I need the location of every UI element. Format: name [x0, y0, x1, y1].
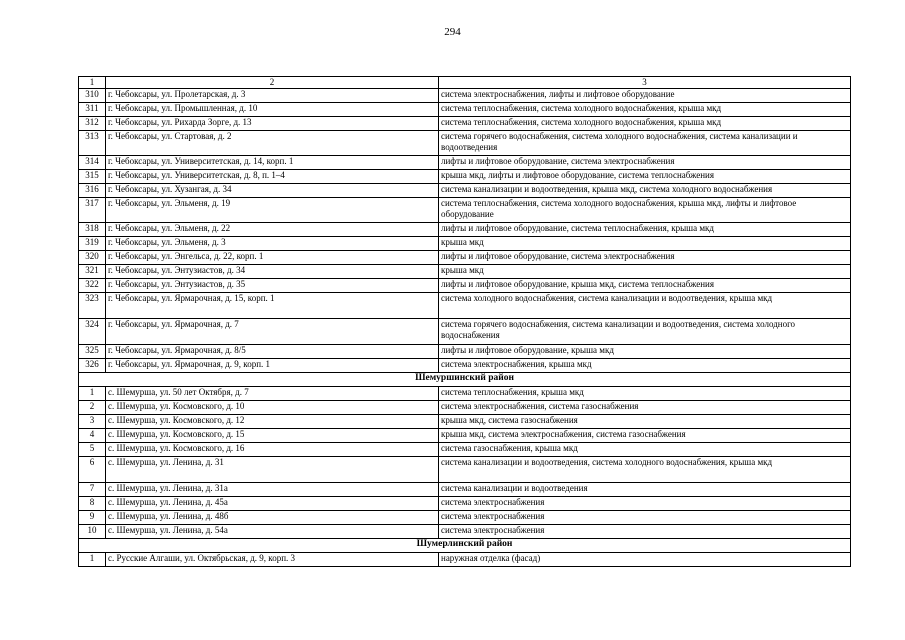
header-cell-address: 2: [106, 77, 439, 89]
row-systems: система горячего водоснабжения, система холодного водоснабжения, система канализации и водоотведения: [439, 131, 851, 156]
row-address: г. Чебоксары, ул. Эльменя, д. 19: [106, 198, 439, 223]
row-systems: система теплоснабжения, система холодного водоснабжения, крыша мкд: [439, 117, 851, 131]
row-number: 313: [79, 131, 106, 156]
row-address: г. Чебоксары, ул. Университетская, д. 8, п. 1–4: [106, 170, 439, 184]
row-systems: система электроснабжения, лифты и лифтовое оборудование: [439, 89, 851, 103]
table-row: [79, 483, 851, 497]
row-number: 312: [79, 117, 106, 131]
table-row: [79, 293, 851, 319]
registry-table: [78, 76, 851, 567]
row-number: 1: [79, 553, 106, 567]
table-row: [79, 345, 851, 359]
row-address: с. Шемурша, ул. Ленина, д. 48б: [106, 511, 439, 525]
table-row: [79, 457, 851, 483]
row-address: г. Чебоксары, ул. Стартовая, д. 2: [106, 131, 439, 156]
table-row: [79, 401, 851, 415]
row-address: г. Чебоксары, ул. Энгельса, д. 22, корп. 1: [106, 251, 439, 265]
table-row: [79, 429, 851, 443]
row-number: 323: [79, 293, 106, 319]
row-number: 319: [79, 237, 106, 251]
row-number: 320: [79, 251, 106, 265]
row-systems: лифты и лифтовое оборудование, система электроснабжения: [439, 251, 851, 265]
row-number: 10: [79, 525, 106, 539]
row-number: 9: [79, 511, 106, 525]
row-number: 325: [79, 345, 106, 359]
row-number: 8: [79, 497, 106, 511]
row-address: с. Шемурша, ул. Космовского, д. 15: [106, 429, 439, 443]
row-systems: крыша мкд, система электроснабжения, система газоснабжения: [439, 429, 851, 443]
row-address: с. Шемурша, ул. Ленина, д. 54а: [106, 525, 439, 539]
header-cell-systems: 3: [439, 77, 851, 89]
row-address: с. Шемурша, ул. Космовского, д. 10: [106, 401, 439, 415]
row-systems: лифты и лифтовое оборудование, система электроснабжения: [439, 156, 851, 170]
row-number: 326: [79, 359, 106, 373]
table-row: [79, 251, 851, 265]
row-number: 311: [79, 103, 106, 117]
row-systems: система электроснабжения, система газоснабжения: [439, 401, 851, 415]
row-systems: крыша мкд, система газоснабжения: [439, 415, 851, 429]
row-systems: крыша мкд, лифты и лифтовое оборудование, система теплоснабжения: [439, 170, 851, 184]
row-address: с. Шемурша, ул. Ленина, д. 31: [106, 457, 439, 483]
row-address: г. Чебоксары, ул. Промышленная, д. 10: [106, 103, 439, 117]
table-row: [79, 223, 851, 237]
table-row: [79, 117, 851, 131]
row-address: с. Шемурша, ул. Космовского, д. 16: [106, 443, 439, 457]
row-systems: система газоснабжения, крыша мкд: [439, 443, 851, 457]
registry-body: [79, 77, 851, 567]
section-title: Шумерлинский район: [79, 539, 851, 553]
table-row: [79, 156, 851, 170]
row-systems: система канализации и водоотведения, крыша мкд, система холодного водоснабжения: [439, 184, 851, 198]
row-systems: система электроснабжения: [439, 525, 851, 539]
row-systems: система канализации и водоотведения: [439, 483, 851, 497]
row-systems: система горячего водоснабжения, система канализации и водоотведения, система холодного водоснабжения: [439, 319, 851, 345]
table-row: [79, 103, 851, 117]
row-number: 4: [79, 429, 106, 443]
row-number: 318: [79, 223, 106, 237]
row-address: г. Чебоксары, ул. Пролетарская, д. 3: [106, 89, 439, 103]
table-row: [79, 198, 851, 223]
table-row: [79, 415, 851, 429]
table-row: [79, 497, 851, 511]
table-row: [79, 525, 851, 539]
row-systems: система канализации и водоотведения, система холодного водоснабжения, крыша мкд: [439, 457, 851, 483]
row-address: с. Шемурша, ул. Космовского, д. 12: [106, 415, 439, 429]
row-address: г. Чебоксары, ул. Эльменя, д. 3: [106, 237, 439, 251]
row-systems: крыша мкд: [439, 237, 851, 251]
table-row: [79, 89, 851, 103]
row-number: 314: [79, 156, 106, 170]
table-row: [79, 443, 851, 457]
row-address: г. Чебоксары, ул. Ярмарочная, д. 9, корп. 1: [106, 359, 439, 373]
row-number: 6: [79, 457, 106, 483]
table-row: [79, 553, 851, 567]
table-row: [79, 279, 851, 293]
table-row: [79, 170, 851, 184]
row-address: г. Чебоксары, ул. Энтузиастов, д. 34: [106, 265, 439, 279]
table-row: [79, 319, 851, 345]
row-address: с. Шемурша, ул. Ленина, д. 45а: [106, 497, 439, 511]
row-systems: система электроснабжения: [439, 497, 851, 511]
row-number: 315: [79, 170, 106, 184]
row-address: г. Чебоксары, ул. Хузангая, д. 34: [106, 184, 439, 198]
row-number: 321: [79, 265, 106, 279]
row-address: г. Чебоксары, ул. Рихарда Зорге, д. 13: [106, 117, 439, 131]
table-row: [79, 131, 851, 156]
row-number: 3: [79, 415, 106, 429]
table-row: [79, 237, 851, 251]
page-number: 294: [444, 26, 461, 38]
row-systems: система электроснабжения: [439, 511, 851, 525]
row-number: 322: [79, 279, 106, 293]
header-cell-number: 1: [79, 77, 106, 89]
row-systems: система теплоснабжения, крыша мкд: [439, 387, 851, 401]
row-address: с. Русские Алгаши, ул. Октябрьская, д. 9, корп. 3: [106, 553, 439, 567]
row-systems: система теплоснабжения, система холодного водоснабжения, крыша мкд, лифты и лифтовое оборудование: [439, 198, 851, 223]
table-row: [79, 184, 851, 198]
row-number: 7: [79, 483, 106, 497]
row-address: г. Чебоксары, ул. Университетская, д. 14, корп. 1: [106, 156, 439, 170]
header-row: [79, 77, 851, 89]
row-address: г. Чебоксары, ул. Ярмарочная, д. 8/5: [106, 345, 439, 359]
row-systems: система холодного водоснабжения, система канализации и водоотведения, крыша мкд: [439, 293, 851, 319]
row-systems: система теплоснабжения, система холодного водоснабжения, крыша мкд: [439, 103, 851, 117]
table-row: [79, 511, 851, 525]
row-systems: лифты и лифтовое оборудование, крыша мкд: [439, 345, 851, 359]
table-row: [79, 387, 851, 401]
row-address: с. Шемурша, ул. Ленина, д. 31а: [106, 483, 439, 497]
table-row: [79, 265, 851, 279]
row-number: 316: [79, 184, 106, 198]
row-systems: крыша мкд: [439, 265, 851, 279]
section-row: [79, 539, 851, 553]
row-number: 2: [79, 401, 106, 415]
row-number: 317: [79, 198, 106, 223]
row-number: 5: [79, 443, 106, 457]
row-systems: наружная отделка (фасад): [439, 553, 851, 567]
row-number: 324: [79, 319, 106, 345]
row-number: 1: [79, 387, 106, 401]
row-address: с. Шемурша, ул. 50 лет Октября, д. 7: [106, 387, 439, 401]
row-address: г. Чебоксары, ул. Эльменя, д. 22: [106, 223, 439, 237]
row-address: г. Чебоксары, ул. Ярмарочная, д. 15, корп. 1: [106, 293, 439, 319]
table-row: [79, 359, 851, 373]
row-address: г. Чебоксары, ул. Энтузиастов, д. 35: [106, 279, 439, 293]
row-number: 310: [79, 89, 106, 103]
row-systems: система электроснабжения, крыша мкд: [439, 359, 851, 373]
row-systems: лифты и лифтовое оборудование, крыша мкд, система теплоснабжения: [439, 279, 851, 293]
row-systems: лифты и лифтовое оборудование, система теплоснабжения, крыша мкд: [439, 223, 851, 237]
row-address: г. Чебоксары, ул. Ярмарочная, д. 7: [106, 319, 439, 345]
section-title: Шемуршинский район: [79, 373, 851, 387]
section-row: [79, 373, 851, 387]
